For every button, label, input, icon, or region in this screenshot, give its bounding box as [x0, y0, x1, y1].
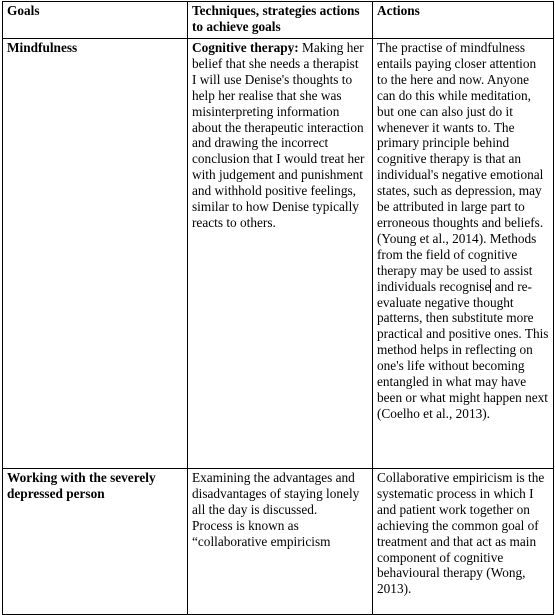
action-cell	[373, 469, 554, 615]
header-actions: Actions	[373, 2, 554, 39]
table-row	[3, 469, 554, 615]
goal-depressed-person: Working with the severely depressed person	[7, 470, 156, 501]
header-goals: Goals	[3, 2, 188, 39]
goals-table	[2, 1, 554, 615]
action-text: Collaborative empiricism is the systematic process in which I and patient work together on achieving the common goal of treatment and that act as main component of cognitive behavioural therapy (Wong, 2013).	[377, 470, 545, 597]
technique-body: I will use Denise's thoughts to help her realise that she was misinterpreting information about the therapeutic interaction and drawing the incorrect conclusion that I would treat her with judgement and punishment and withhold positive feelings, similar to how Denise typically reacts to others.	[192, 71, 365, 230]
technique-line-1: Examining the advantages and disadvantages of staying lonely all the day is discussed.	[192, 470, 360, 517]
action-cell[interactable]	[373, 39, 554, 469]
table-header-row	[3, 2, 554, 39]
technique-heading: Cognitive therapy:	[192, 40, 299, 55]
goal-cell	[3, 39, 188, 469]
technique-line-2: Process is known as “collaborative empiricism	[192, 517, 331, 549]
goal-cell	[3, 469, 188, 615]
technique-cell	[188, 39, 373, 469]
goal-mindfulness: Mindfulness	[7, 40, 78, 55]
action-text-part2: and re-evaluate negative thought patterns, then substitute more practical and positive ones. This method helps in reflecting on one's life without becoming entangled in what may have been or what might happen next (Coelho et al., 2013).	[377, 278, 549, 421]
technique-intro	[192, 40, 368, 72]
table-row	[3, 39, 554, 469]
header-techniques: Techniques, strategies actions to achieve goals	[188, 2, 373, 39]
technique-cell	[188, 469, 373, 615]
technique-heading-rest: Making her belief that she needs a therapist	[192, 40, 364, 71]
action-text-part1: The practise of mindfulness entails paying closer attention to the here and now. Anyone can do this while meditation, but one can also just do it whenever it wants to. The primary principle behind cognitive therapy is that an individual's negative emotional states, such as depression, may be attributed in large part to erroneous thoughts and beliefs. (Young et al., 2014). Methods from the field of cognitive therapy may be used to assist individuals recognise	[377, 40, 544, 294]
